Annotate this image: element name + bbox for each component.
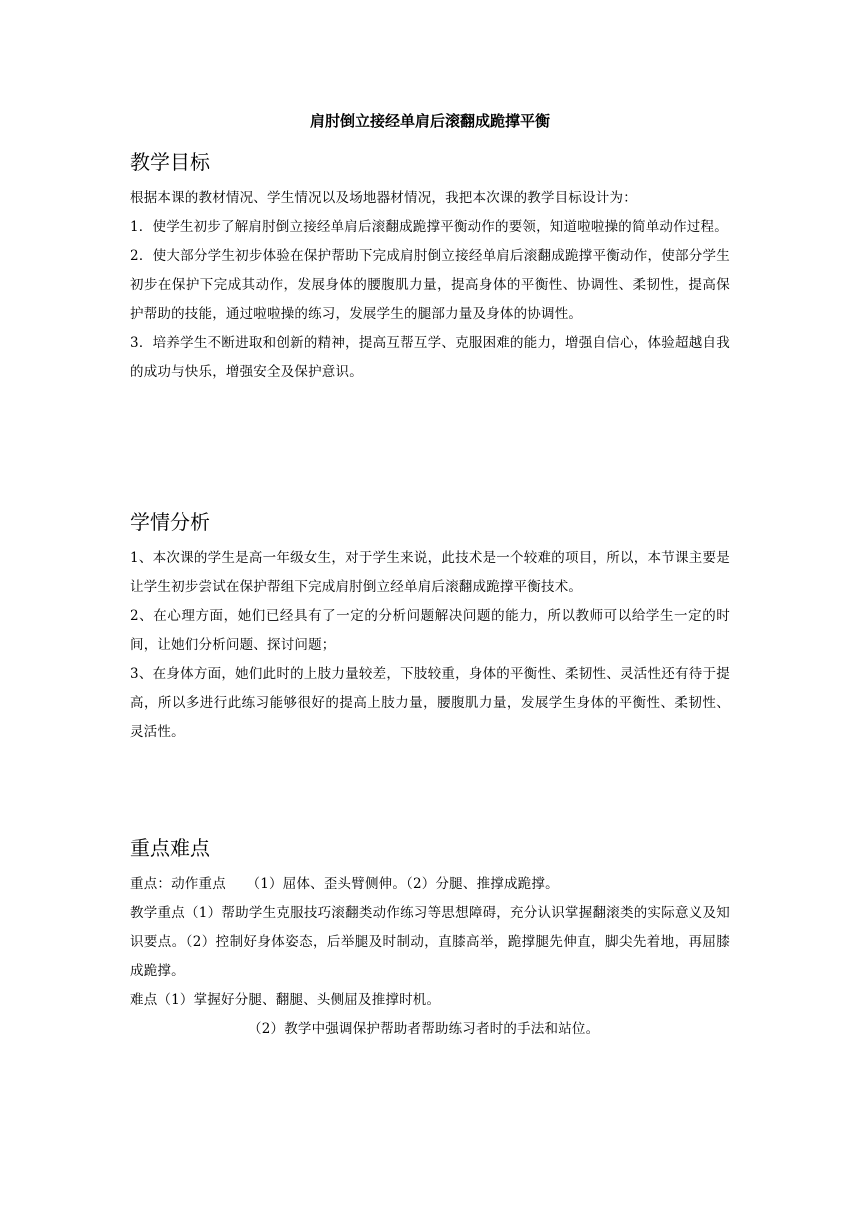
section-key-difficult-points [130, 834, 730, 1044]
paragraph: 3．培养学生不断进取和创新的精神，提高互帮互学、克服困难的能力，增强自信心，体验超越自我的成功与快乐，增强安全及保护意识。 [130, 335, 730, 380]
paragraph: 3、在身体方面，她们此时的上肢力量较差，下肢较重，身体的平衡性、柔韧性、灵活性还有待于提高，所以多进行此练习能够很好的提高上肢力量，腰腹肌力量，发展学生身体的平衡性、柔韧性、灵活性。 [130, 666, 730, 740]
paragraph: （2）教学中强调保护帮助者帮助练习者时的手法和站位。 [248, 1021, 600, 1037]
paragraph: 2．使大部分学生初步体验在保护帮助下完成肩肘倒立接经单肩后滚翻成跪撑平衡动作，使部分学生初步在保护下完成其动作，发展身体的腰腹肌力量，提高身体的平衡性、协调性、柔韧性，提高保护帮助的技能，通过啦啦操的练习，发展学生的腿部力量及身体的协调性。 [130, 248, 730, 322]
paragraph: 1、本次课的学生是高一年级女生，对于学生来说，此技术是一个较难的项目，所以，本节课主要是让学生初步尝试在保护帮组下完成肩肘倒立经单肩后滚翻成跪撑平衡技术。 [130, 550, 730, 595]
paragraph: 根据本课的教材情况、学生情况以及场地器材情况，我把本次课的教学目标设计为： [130, 190, 637, 206]
document-title: 肩肘倒立接经单肩后滚翻成跪撑平衡 [309, 112, 550, 130]
paragraph: 1．使学生初步了解肩肘倒立接经单肩后滚翻成跪撑平衡动作的要领，知道啦啦操的简单动作过程。 [130, 219, 728, 235]
paragraph: 难点（1）掌握好分腿、翻腿、头侧屈及推撑时机。 [130, 992, 441, 1008]
section-heading: 学情分析 [130, 510, 210, 534]
section-student-analysis [130, 508, 730, 747]
section-heading: 教学目标 [130, 150, 210, 174]
paragraph: 2、在心理方面，她们已经具有了一定的分析问题解决问题的能力，所以教师可以给学生一定的时间，让她们分析问题、探讨问题； [130, 608, 730, 653]
section-teaching-objectives [130, 148, 730, 387]
paragraph: 重点：动作重点 （1）屈体、歪头臂侧伸。（2）分腿、推撑成跪撑。 [130, 876, 559, 892]
section-heading: 重点难点 [130, 836, 210, 860]
paragraph: 教学重点（1）帮助学生克服技巧滚翻类动作练习等思想障碍，充分认识掌握翻滚类的实际意义及知识要点。（2）控制好身体姿态，后举腿及时制动，直膝高举，跪撑腿先伸直，脚尖先着地，再屈膝成跪撑。 [130, 905, 730, 979]
